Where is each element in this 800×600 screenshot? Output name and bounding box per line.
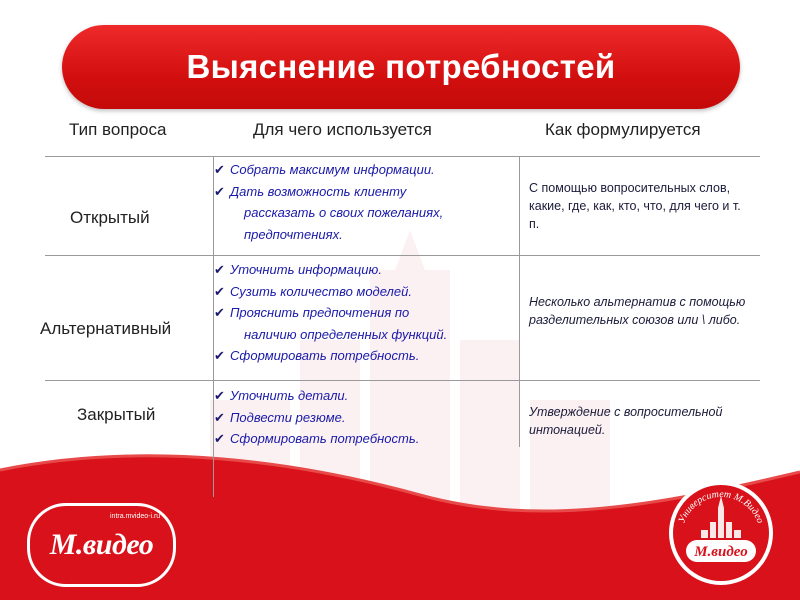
table-divider (45, 255, 760, 256)
row-how-alternative: Несколько альтернатив с помощью разделительных союзов или \ либо. (529, 295, 746, 327)
list-item: ✔ Прояснить предпочтения по (214, 302, 447, 324)
list-item: ✔ Сузить количество моделей. (214, 281, 447, 303)
checkmark-icon: ✔ (214, 283, 225, 299)
checkmark-icon: ✔ (214, 305, 225, 320)
list-item-continuation: наличию определенных функций. (244, 326, 448, 342)
checkmark-icon: ✔ (214, 431, 225, 446)
row-type-alternative: Альтернативный (40, 319, 172, 338)
checkmark-icon: ✔ (214, 388, 225, 403)
checkmark-icon: ✔ (214, 409, 225, 425)
checkmark-icon: ✔ (214, 183, 225, 199)
checkmark-icon: ✔ (214, 348, 225, 363)
list-item: ✔ Собрать максимум информации. (214, 159, 443, 181)
list-item: ✔ Уточнить детали. (214, 385, 419, 407)
site-url: intra.mvideo-i.ru (110, 513, 161, 520)
list-item-continuation: рассказать о своих пожеланиях, (244, 205, 444, 220)
column-header-type: Тип вопроса (69, 120, 167, 139)
row-uses-closed (214, 385, 419, 450)
row-type-open: Открытый (70, 208, 150, 227)
table-divider (45, 156, 760, 157)
checkmark-icon: ✔ (214, 262, 225, 277)
badge-brand: М.видео (694, 544, 748, 560)
list-item: ✔ Сформировать потребность. (214, 428, 419, 450)
list-item: ✔ Уточнить информацию. (214, 259, 447, 281)
table-divider (45, 380, 760, 381)
column-divider (519, 157, 520, 447)
university-building-icon (666, 478, 776, 588)
badge-arc-text: Университет М.Видео (676, 488, 766, 525)
list-item: ✔ Подвести резюме. (214, 407, 419, 429)
row-how-closed: Утверждение с вопросительной интонацией. (529, 405, 723, 437)
column-header-uses: Для чего используется (253, 120, 432, 139)
row-uses-alternative (214, 259, 447, 367)
title-banner (62, 25, 740, 109)
row-type-closed: Закрытый (77, 405, 156, 424)
row-uses-open (214, 159, 443, 245)
row-how-open: С помощью вопросительных слов, какие, где, как, кто, что, для чего и т. п. (529, 181, 741, 231)
column-header-how: Как формулируется (545, 120, 701, 139)
list-item-continuation: предпочтениях. (244, 226, 343, 242)
list-item: ✔ Сформировать потребность. (214, 345, 447, 367)
page-title: Выяснение потребностей (186, 48, 616, 85)
brand-name: М.видео (49, 528, 154, 561)
checkmark-icon: ✔ (214, 162, 225, 177)
list-item: ✔ Дать возможность клиенту (214, 181, 443, 203)
